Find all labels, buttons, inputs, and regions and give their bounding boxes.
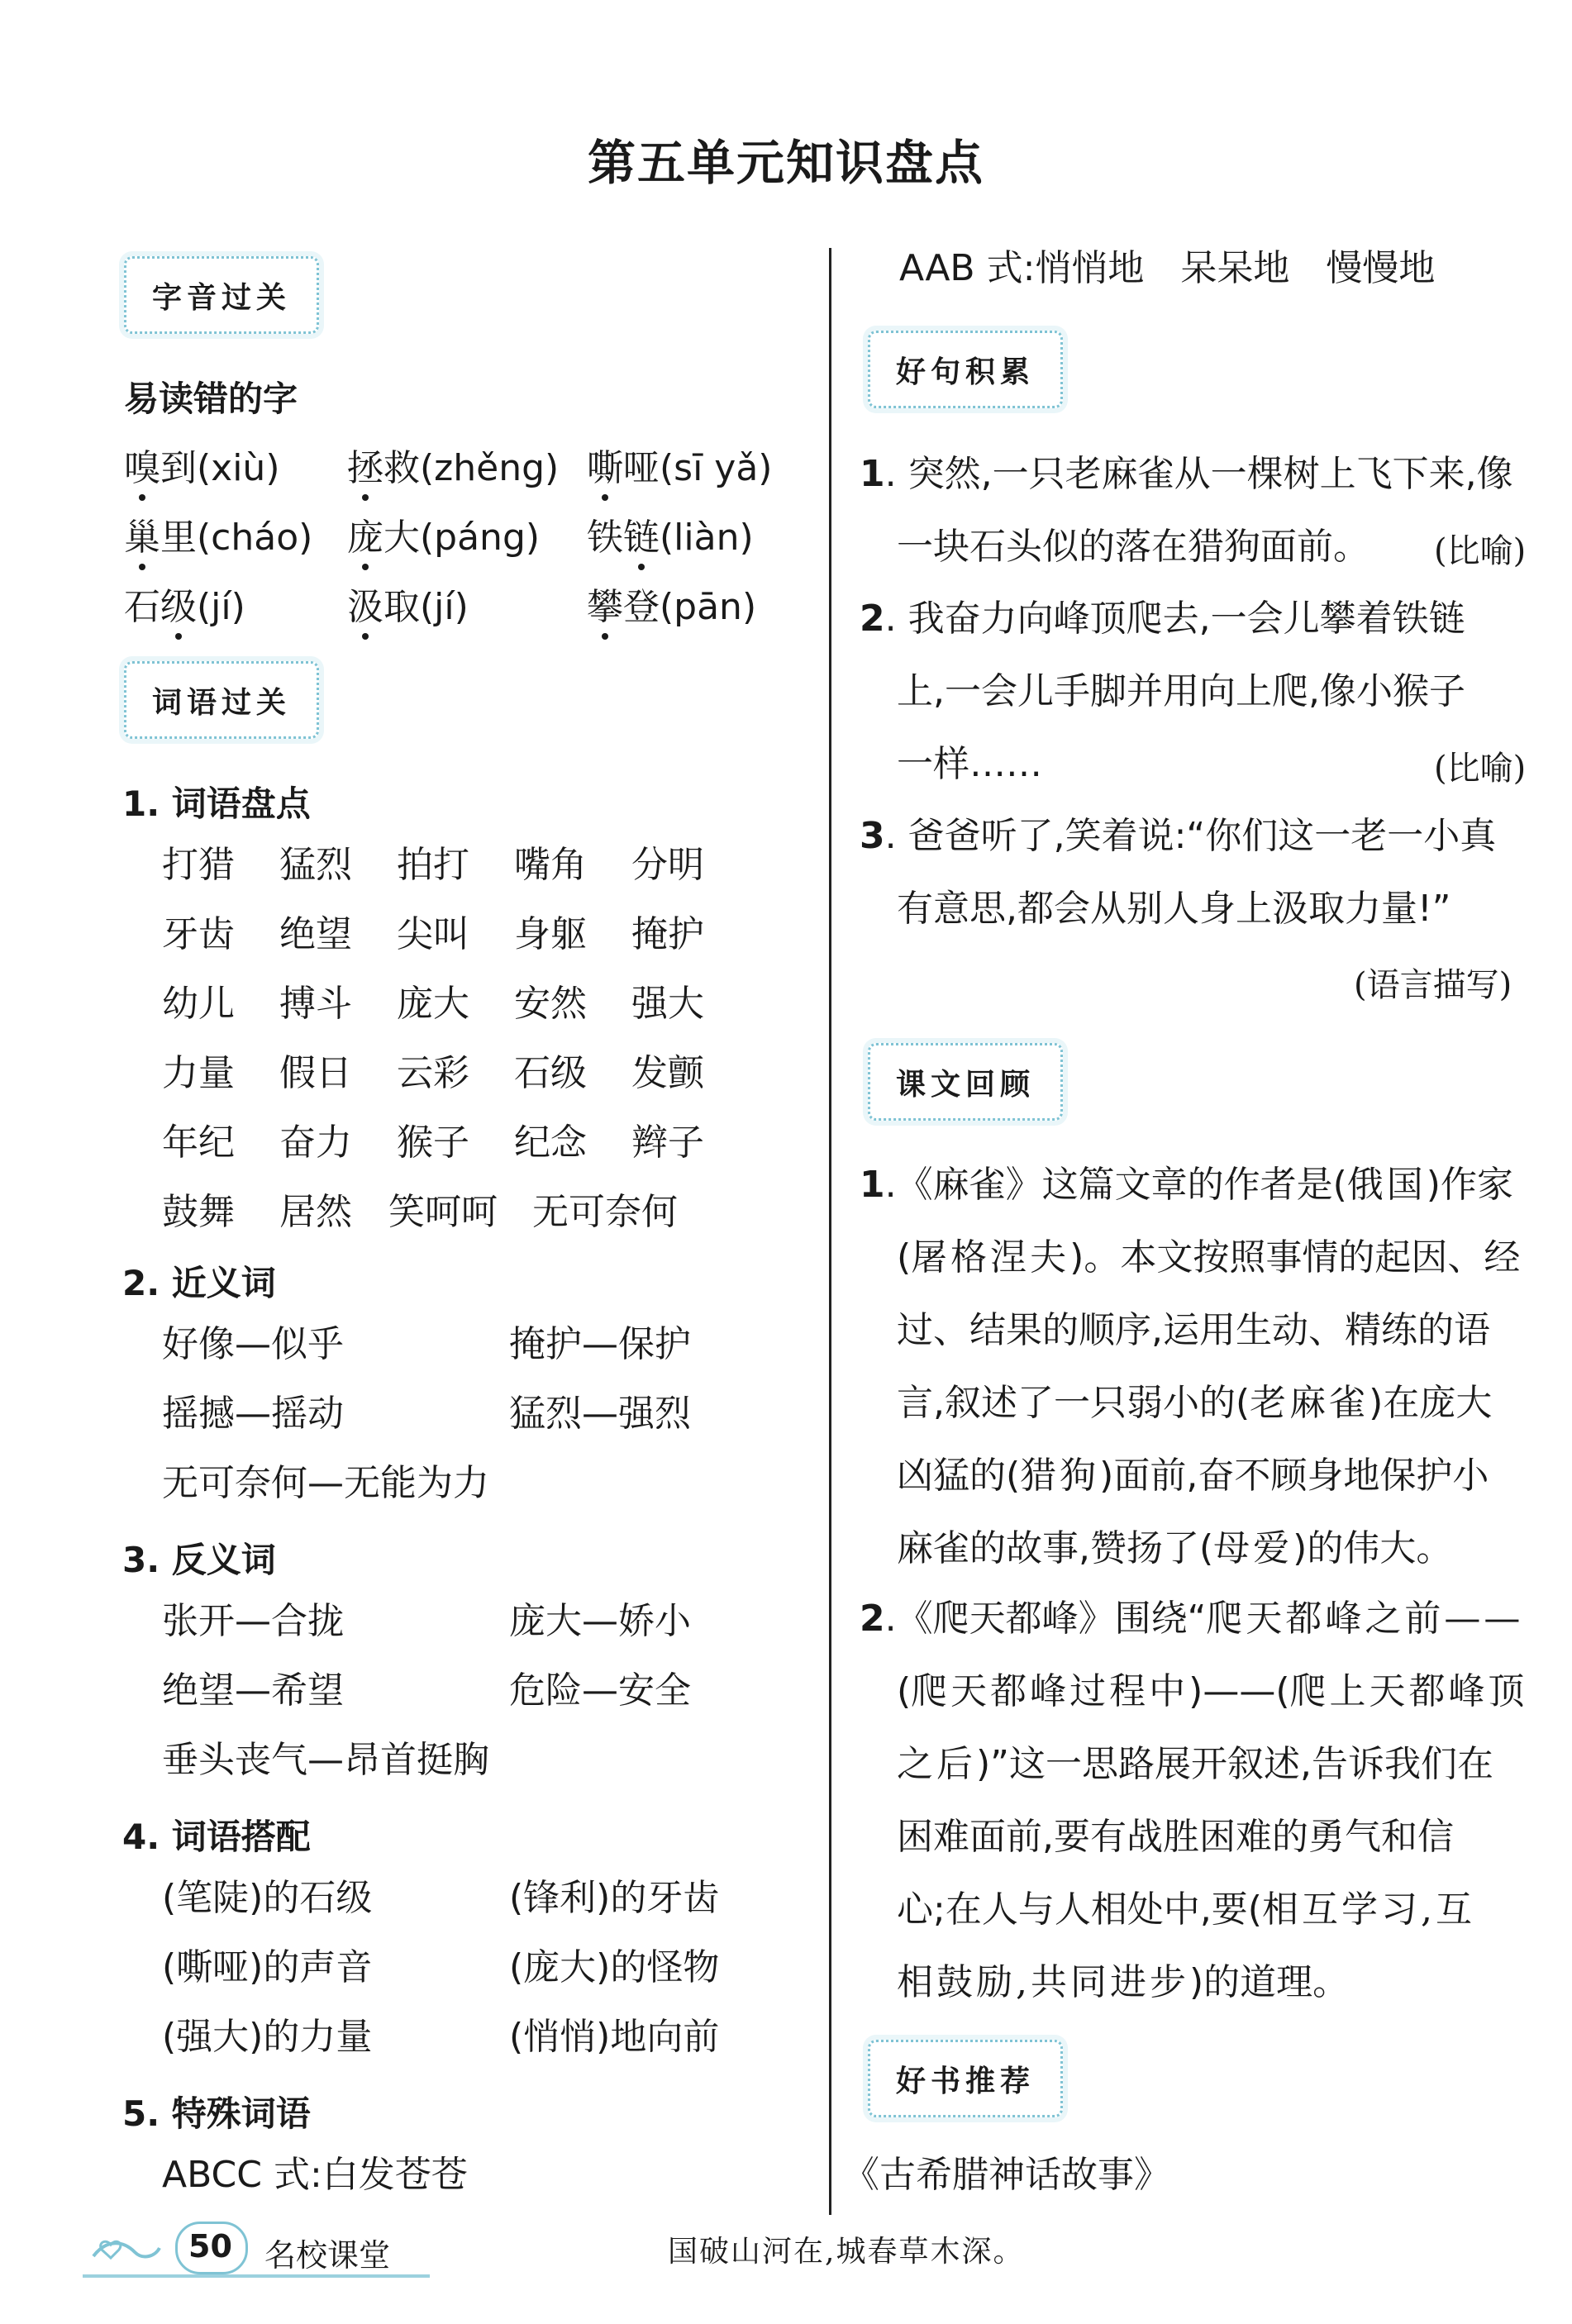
antonym-pair: 庞大—娇小 xyxy=(509,1600,691,1642)
vocab-word: 年纪 xyxy=(162,1122,235,1164)
footer-underline xyxy=(83,2274,430,2278)
vocab-word: 分明 xyxy=(631,844,704,886)
section-badge-vocabulary: 词语过关 xyxy=(124,661,319,739)
vocab-word: 石级 xyxy=(514,1052,587,1094)
vocab-word: 强大 xyxy=(631,983,704,1025)
char-item: 攀登(pān) xyxy=(587,586,757,628)
vocab-word: 力量 xyxy=(162,1052,235,1094)
footer-motto: 国破山河在,城春草木深。 xyxy=(668,2235,1025,2269)
vocab-word: 打猎 xyxy=(162,844,235,886)
section-badge-book-recommend: 好书推荐 xyxy=(868,2040,1063,2117)
vocab-word: 尖叫 xyxy=(397,913,469,955)
collocation-item: (强大)的力量 xyxy=(162,2016,373,2058)
vocab-word: 掩护 xyxy=(631,913,704,955)
vocab-list-heading: 1. 词语盘点 xyxy=(122,783,311,824)
synonym-pair: 猛烈—强烈 xyxy=(509,1393,691,1435)
abcc-words: ABCC 式:白发苍苍 xyxy=(162,2154,468,2196)
antonym-pair: 张开—合拢 xyxy=(162,1600,344,1642)
vocab-word: 纪念 xyxy=(514,1122,587,1164)
review-2: 2.《爬天都峰》围绕“爬天都峰之前—— (爬天都峰过程中)——(爬上天都峰顶 之后)”这一思路展开叙述,告诉我们在 困难面前,要有战胜困难的勇气和信 心;在人与人相处中,要(相互学习,互 相鼓励,共同进步)的道理。 xyxy=(860,1598,1528,2003)
rhetoric-tag: (比喻) xyxy=(1434,750,1527,788)
aab-words: AAB 式:悄悄地 呆呆地 慢慢地 xyxy=(899,247,1436,289)
sentence-3: 3. 爸爸听了,笑着说:“你们这一老一小真 有意思,都会从别人身上汲取力量!” xyxy=(860,815,1497,930)
vocab-word: 嘴角 xyxy=(514,844,587,886)
antonym-pair: 垂头丧气—昂首挺胸 xyxy=(162,1739,489,1781)
vocab-word: 猛烈 xyxy=(279,844,352,886)
char-item: 汲取(jí) xyxy=(347,586,469,628)
section-badge-sentences: 好句积累 xyxy=(868,331,1063,408)
char-item: 庞大(páng) xyxy=(347,517,541,559)
collocation-item: (锋利)的牙齿 xyxy=(509,1877,720,1919)
review-1: 1.《麻雀》这篇文章的作者是(俄国)作家 (屠格涅夫)。本文按照事情的起因、经 过、结果的顺序,运用生动、精练的语 言,叙述了一只弱小的(老麻雀)在庞大 凶猛的(猎狗)面前,奋不顾身地保护小 麻雀的故事,赞扬了(母爱)的伟大。 xyxy=(860,1164,1521,1569)
synonym-grid xyxy=(162,1310,807,1449)
char-item: 铁链(liàn) xyxy=(587,517,754,559)
char-item: 巢里(cháo) xyxy=(124,517,313,559)
page-title: 第五单元知识盘点 xyxy=(587,135,984,191)
vocab-word: 假日 xyxy=(279,1052,352,1094)
section-badge-text-review: 课文回顾 xyxy=(868,1043,1063,1121)
synonym-pair: 掩护—保护 xyxy=(509,1323,691,1365)
rhetoric-tag: (语言描写) xyxy=(1354,966,1512,1004)
collocation-heading: 4. 词语搭配 xyxy=(122,1817,311,1857)
recommended-book: 《古希腊神话故事》 xyxy=(843,2154,1170,2196)
vocab-word: 云彩 xyxy=(397,1052,469,1094)
page-number: 50 xyxy=(188,2228,232,2264)
antonym-pair: 绝望—希望 xyxy=(162,1669,344,1712)
vocab-word: 无可奈何 xyxy=(532,1191,678,1233)
vocab-word: 庞大 xyxy=(397,983,469,1025)
vocab-word: 猴子 xyxy=(397,1122,469,1164)
vocab-word: 拍打 xyxy=(397,844,469,886)
synonym-heading: 2. 近义词 xyxy=(122,1263,276,1303)
vocab-word: 搏斗 xyxy=(279,983,352,1025)
char-item: 拯救(zhěng) xyxy=(347,447,560,489)
sentence-1: 1. 突然,一只老麻雀从一棵树上飞下来,像 一块石头似的落在猎狗面前。 xyxy=(860,453,1513,568)
collocation-grid xyxy=(162,1864,807,2072)
vocab-word: 身躯 xyxy=(514,913,587,955)
vocab-word: 鼓舞 xyxy=(162,1191,235,1233)
collocation-item: (嘶哑)的声音 xyxy=(162,1946,373,1988)
vocab-word: 辫子 xyxy=(631,1122,704,1164)
antonym-grid xyxy=(162,1587,807,1726)
char-item: 石级(jí) xyxy=(124,586,245,628)
section-badge-pronunciation: 字音过关 xyxy=(124,256,319,334)
brand-name: 名校课堂 xyxy=(264,2237,391,2274)
char-item: 嘶哑(sī yǎ) xyxy=(587,447,773,489)
char-item: 嗅到(xiù) xyxy=(124,447,280,489)
sentence-2: 2. 我奋力向峰顶爬去,一会儿攀着铁链 上,一会儿手脚并用向上爬,像小猴子 一样…… xyxy=(860,598,1465,785)
special-words-heading: 5. 特殊词语 xyxy=(122,2093,311,2134)
antonym-heading: 3. 反义词 xyxy=(122,1540,276,1580)
rhetoric-tag: (比喻) xyxy=(1434,532,1527,570)
collocation-item: (庞大)的怪物 xyxy=(509,1946,720,1988)
vocab-word: 笑呵呵 xyxy=(388,1191,498,1233)
vocab-word: 幼儿 xyxy=(162,983,235,1025)
vocab-grid xyxy=(162,831,772,1247)
collocation-item: (笔陡)的石级 xyxy=(162,1877,373,1919)
vocab-word: 发颤 xyxy=(631,1052,704,1094)
vocab-word: 牙齿 xyxy=(162,913,235,955)
antonym-pair: 危险—安全 xyxy=(509,1669,691,1712)
vocab-word: 绝望 xyxy=(279,913,352,955)
synonym-pair: 无可奈何—无能为力 xyxy=(162,1462,489,1504)
vocab-word: 居然 xyxy=(279,1191,352,1233)
synonym-pair: 好像—似乎 xyxy=(162,1323,344,1365)
vocab-word: 奋力 xyxy=(279,1122,352,1164)
easy-misread-heading: 易读错的字 xyxy=(124,379,298,419)
heart-swirl-icon xyxy=(89,2231,164,2264)
synonym-pair: 摇撼—摇动 xyxy=(162,1393,344,1435)
column-divider xyxy=(829,248,831,2215)
collocation-item: (悄悄)地向前 xyxy=(509,2016,720,2058)
vocab-word: 安然 xyxy=(514,983,587,1025)
